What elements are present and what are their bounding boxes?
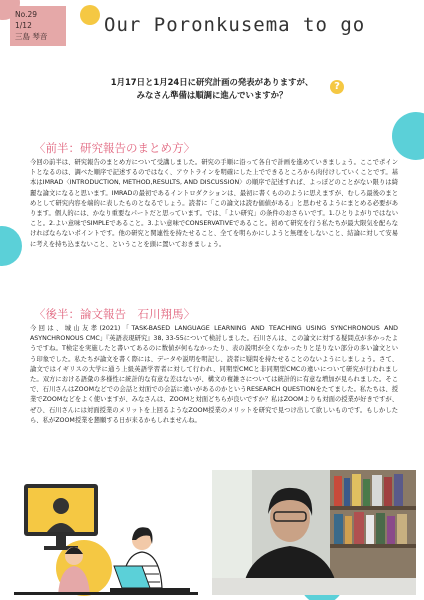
section1-paragraph: 今回の前半は、研究報告のまとめ方について受講しました。研究の手順に沿って各自で計画を進めていきましょう。ここでポイントとなるのは、調べた順序で記述するのではなく、アウトラインを明確にした上でできるところから肉付けしていくことです。基本はIMRAD〈INTRODUCTION, METHOD,RESULTS, AND DISCUSSION〉の順序で記述すれば、よっぽどのことがない限りは綺麗な論文になると思います。IMRADの最初であるイントロダクションは、最初に書くもののように思えますが、むしろ最後のまとめとして研究内容を端的に表したものとなるでしょう。読者に「この論文は読む価値がある」と思わせるようにまとめる必要があります。個人的には、かなり重要なパートだと思っています。では、「よい研究」の条件のおさらいです。1.ひとりよがりではないこと。2.よい意味でSIMPLEであること。3.よい意味でCONSERVATIVEであること。初めて研究を行う私たちが最大限気を配らなければならないポイントです。他の研究と関連性を持たせること、全てを明らかにしようと無理をしないこと、結論に対して安易に考えを持ち込まないこと、ということを頭に置いておきましょう。	[30, 159, 398, 248]
section2-heading: 〈後半：論文報告 石川翔馬〉	[34, 307, 195, 321]
section1-heading: 〈前半：研究報告のまとめ方〉	[34, 141, 195, 155]
deco-circle-yellow-top	[80, 5, 100, 25]
people-with-laptops-illustration	[14, 470, 198, 595]
newsletter-title: Our Poronkusema to go	[104, 14, 366, 36]
section2-paragraph: 今回は、城山友孝(2021)「TASK-BASED LANGUAGE LEARNING AND TEACHING USING SYNCHRONOUS AND ASYNCHRONOUS CMC」『英語表現研究』38, 33-55について検討しました。石川さんは、この論文に対する疑問点が多かったようですね。T検定を実施したと書いてあるのに数値が何もなかったり、表の説明が全くなかったりと足りない部分の多い論文という印象でした。私たちが論文を書く際には、データや説明を明記し、読者に疑問を持たせることのないようにしましょう。さて、論文ではイギリスの大学に通う上級英語学習者に対して行われ、同期型CMCと非同期型CMCの違いについて研究が行われました。双方における語彙の多様性に統計的な有意な差はないが、構文の複雑さについては統計的に有意な増加が見られました。そこで、石川さんはZOOMなどでの会話と対面での会話に違いがあるのかというRESEARCH QUESTIONをたてました。私たちは、授業でZOOMなどをよく使いますが、みなさんは、ZOOMと対面どちらが良いですか？私はZOOMよりも対面の授業が好きですが、ぜひ、石川さんには対面授業のメリットを上回るようなZOOM授業のメリットを研究で見つけ出して欲しいものです。もしかしたら、私がZOOM授業を懇願する日が来るかもしれませんね。	[30, 325, 398, 424]
deco-circle-cyan-mid-left	[0, 226, 22, 266]
lead-line-2: みなさん準備は順調に進んでいますか？	[136, 90, 288, 100]
issue-date: 1/12	[15, 21, 32, 30]
lead-line-1: 1月17日と1月24日に研究計画の発表がありますが、	[110, 77, 314, 87]
student-photo	[212, 470, 416, 595]
lead-text	[20, 76, 404, 102]
issue-tag	[10, 6, 66, 46]
deco-circle-cyan-right	[392, 112, 424, 160]
issue-author: 三島 琴音	[15, 32, 48, 41]
issue-number: No.29	[15, 10, 37, 19]
question-mark-icon: ?	[330, 80, 344, 94]
